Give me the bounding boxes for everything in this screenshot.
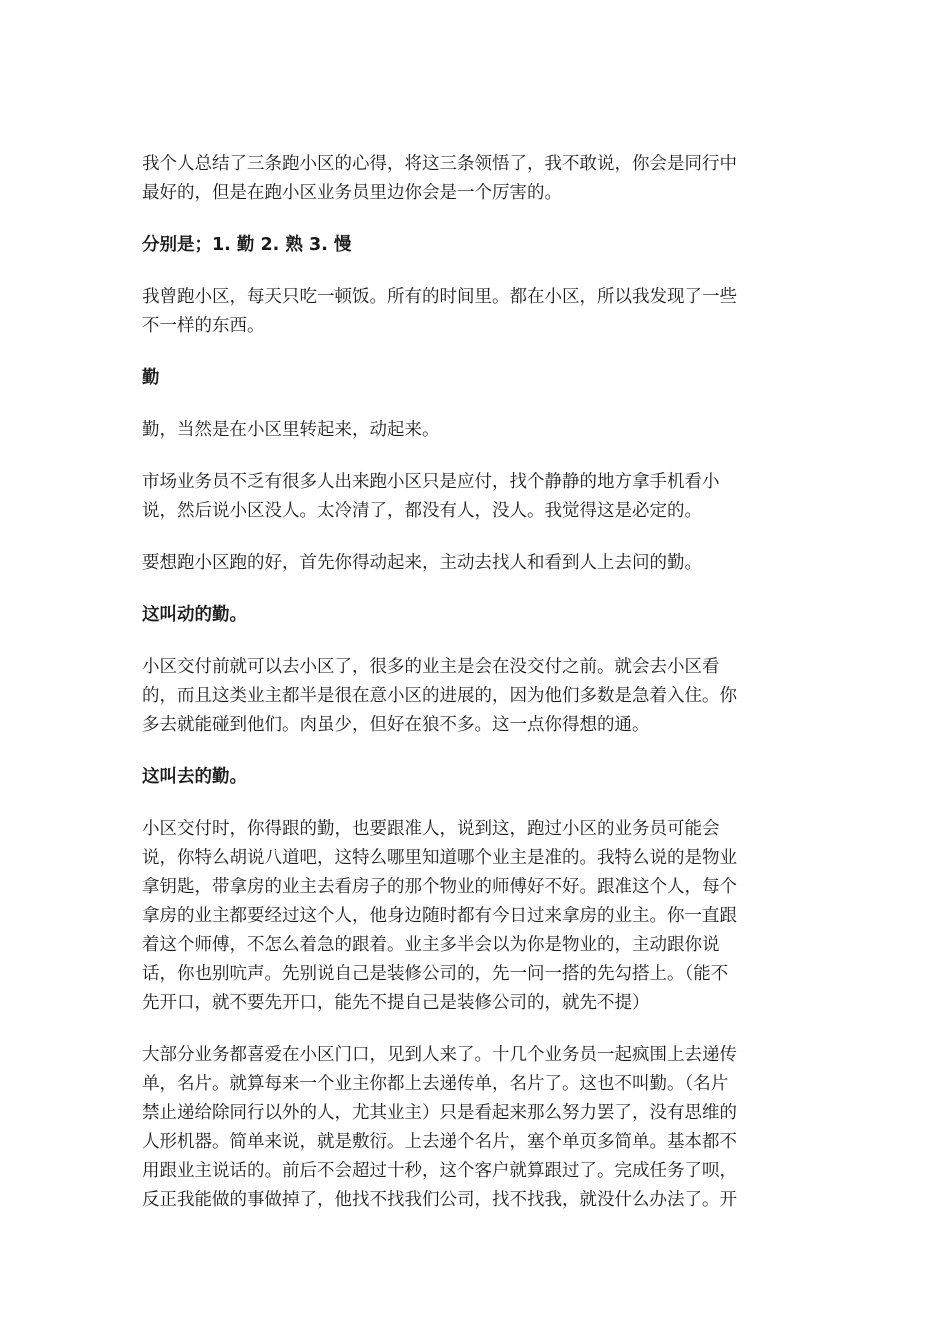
text-line: 大部分业务都喜爱在小区门口，见到人来了。十几个业务员一起疯围上去递传	[142, 1045, 737, 1065]
text-line: 的，而且这类业主都半是很在意小区的进展的，因为他们多数是急着入住。你	[142, 686, 737, 706]
body-paragraph	[142, 549, 794, 578]
text-line: 勤	[142, 368, 160, 388]
text-line: 禁止递给除同行以外的人，尤其业主）只是看起来那么努力罢了，没有思维的	[142, 1103, 737, 1123]
text-line: 小区交付时，你得跟的勤，也要跟准人，说到这，跑过小区的业务员可能会	[142, 819, 720, 839]
text-line: 拿钥匙，带拿房的业主去看房子的那个物业的师傅好不好。跟准这个人，每个	[142, 877, 737, 897]
body-paragraph	[142, 653, 794, 740]
document-page	[142, 150, 794, 1238]
section-heading	[142, 601, 794, 630]
body-paragraph	[142, 815, 794, 1018]
text-line: 要想跑小区跑的好，首先你得动起来，主动去找人和看到人上去问的勤。	[142, 553, 702, 573]
text-line: 反正我能做的事做掉了，他找不找我们公司，找不找我，就没什么办法了。开	[142, 1190, 737, 1210]
text-line: 我个人总结了三条跑小区的心得，将这三条领悟了，我不敢说，你会是同行中	[142, 154, 737, 174]
text-line: 小区交付前就可以去小区了，很多的业主是会在没交付之前。就会去小区看	[142, 657, 720, 677]
body-paragraph	[142, 283, 794, 341]
text-line: 我曾跑小区，每天只吃一顿饭。所有的时间里。都在小区，所以我发现了一些	[142, 287, 737, 307]
text-line: 最好的，但是在跑小区业务员里边你会是一个厉害的。	[142, 183, 562, 203]
text-line: 市场业务员不乏有很多人出来跑小区只是应付，找个静静的地方拿手机看小	[142, 472, 720, 492]
body-paragraph	[142, 150, 794, 208]
text-line: 话，你也别吭声。先别说自己是装修公司的，先一问一搭的先勾搭上。（能不	[142, 964, 729, 984]
section-heading	[142, 763, 794, 792]
text-line: 这叫去的勤。	[142, 767, 247, 787]
section-heading	[142, 231, 794, 260]
text-line: 先开口，就不要先开口，能先不提自己是装修公司的，就先不提）	[142, 993, 650, 1013]
text-line: 人形机器。简单来说，就是敷衍。上去递个名片，塞个单页多简单。基本都不	[142, 1132, 737, 1152]
text-line: 单，名片。就算每来一个业主你都上去递传单，名片了。这也不叫勤。（名片	[142, 1074, 729, 1094]
text-line: 拿房的业主都要经过这个人，他身边随时都有今日过来拿房的业主。你一直跟	[142, 906, 737, 926]
text-line: 不一样的东西。	[142, 316, 265, 336]
text-line: 勤，当然是在小区里转起来，动起来。	[142, 420, 440, 440]
text-line: 说，然后说小区没人。太冷清了，都没有人，没人。我觉得这是必定的。	[142, 501, 702, 521]
body-paragraph	[142, 416, 794, 445]
text-line: 着这个师傅，不怎么着急的跟着。业主多半会以为你是物业的，主动跟你说	[142, 935, 720, 955]
text-line: 说，你特么胡说八道吧，这特么哪里知道哪个业主是准的。我特么说的是物业	[142, 848, 737, 868]
text-line: 多去就能碰到他们。肉虽少，但好在狼不多。这一点你得想的通。	[142, 715, 650, 735]
body-paragraph	[142, 468, 794, 526]
text-line: 用跟业主说话的。前后不会超过十秒，这个客户就算跟过了。完成任务了呗，	[142, 1161, 737, 1181]
body-paragraph	[142, 1041, 794, 1215]
section-heading	[142, 364, 794, 393]
text-line: 分别是；1. 勤 2. 熟 3. 慢	[142, 235, 352, 255]
text-line: 这叫动的勤。	[142, 605, 247, 625]
